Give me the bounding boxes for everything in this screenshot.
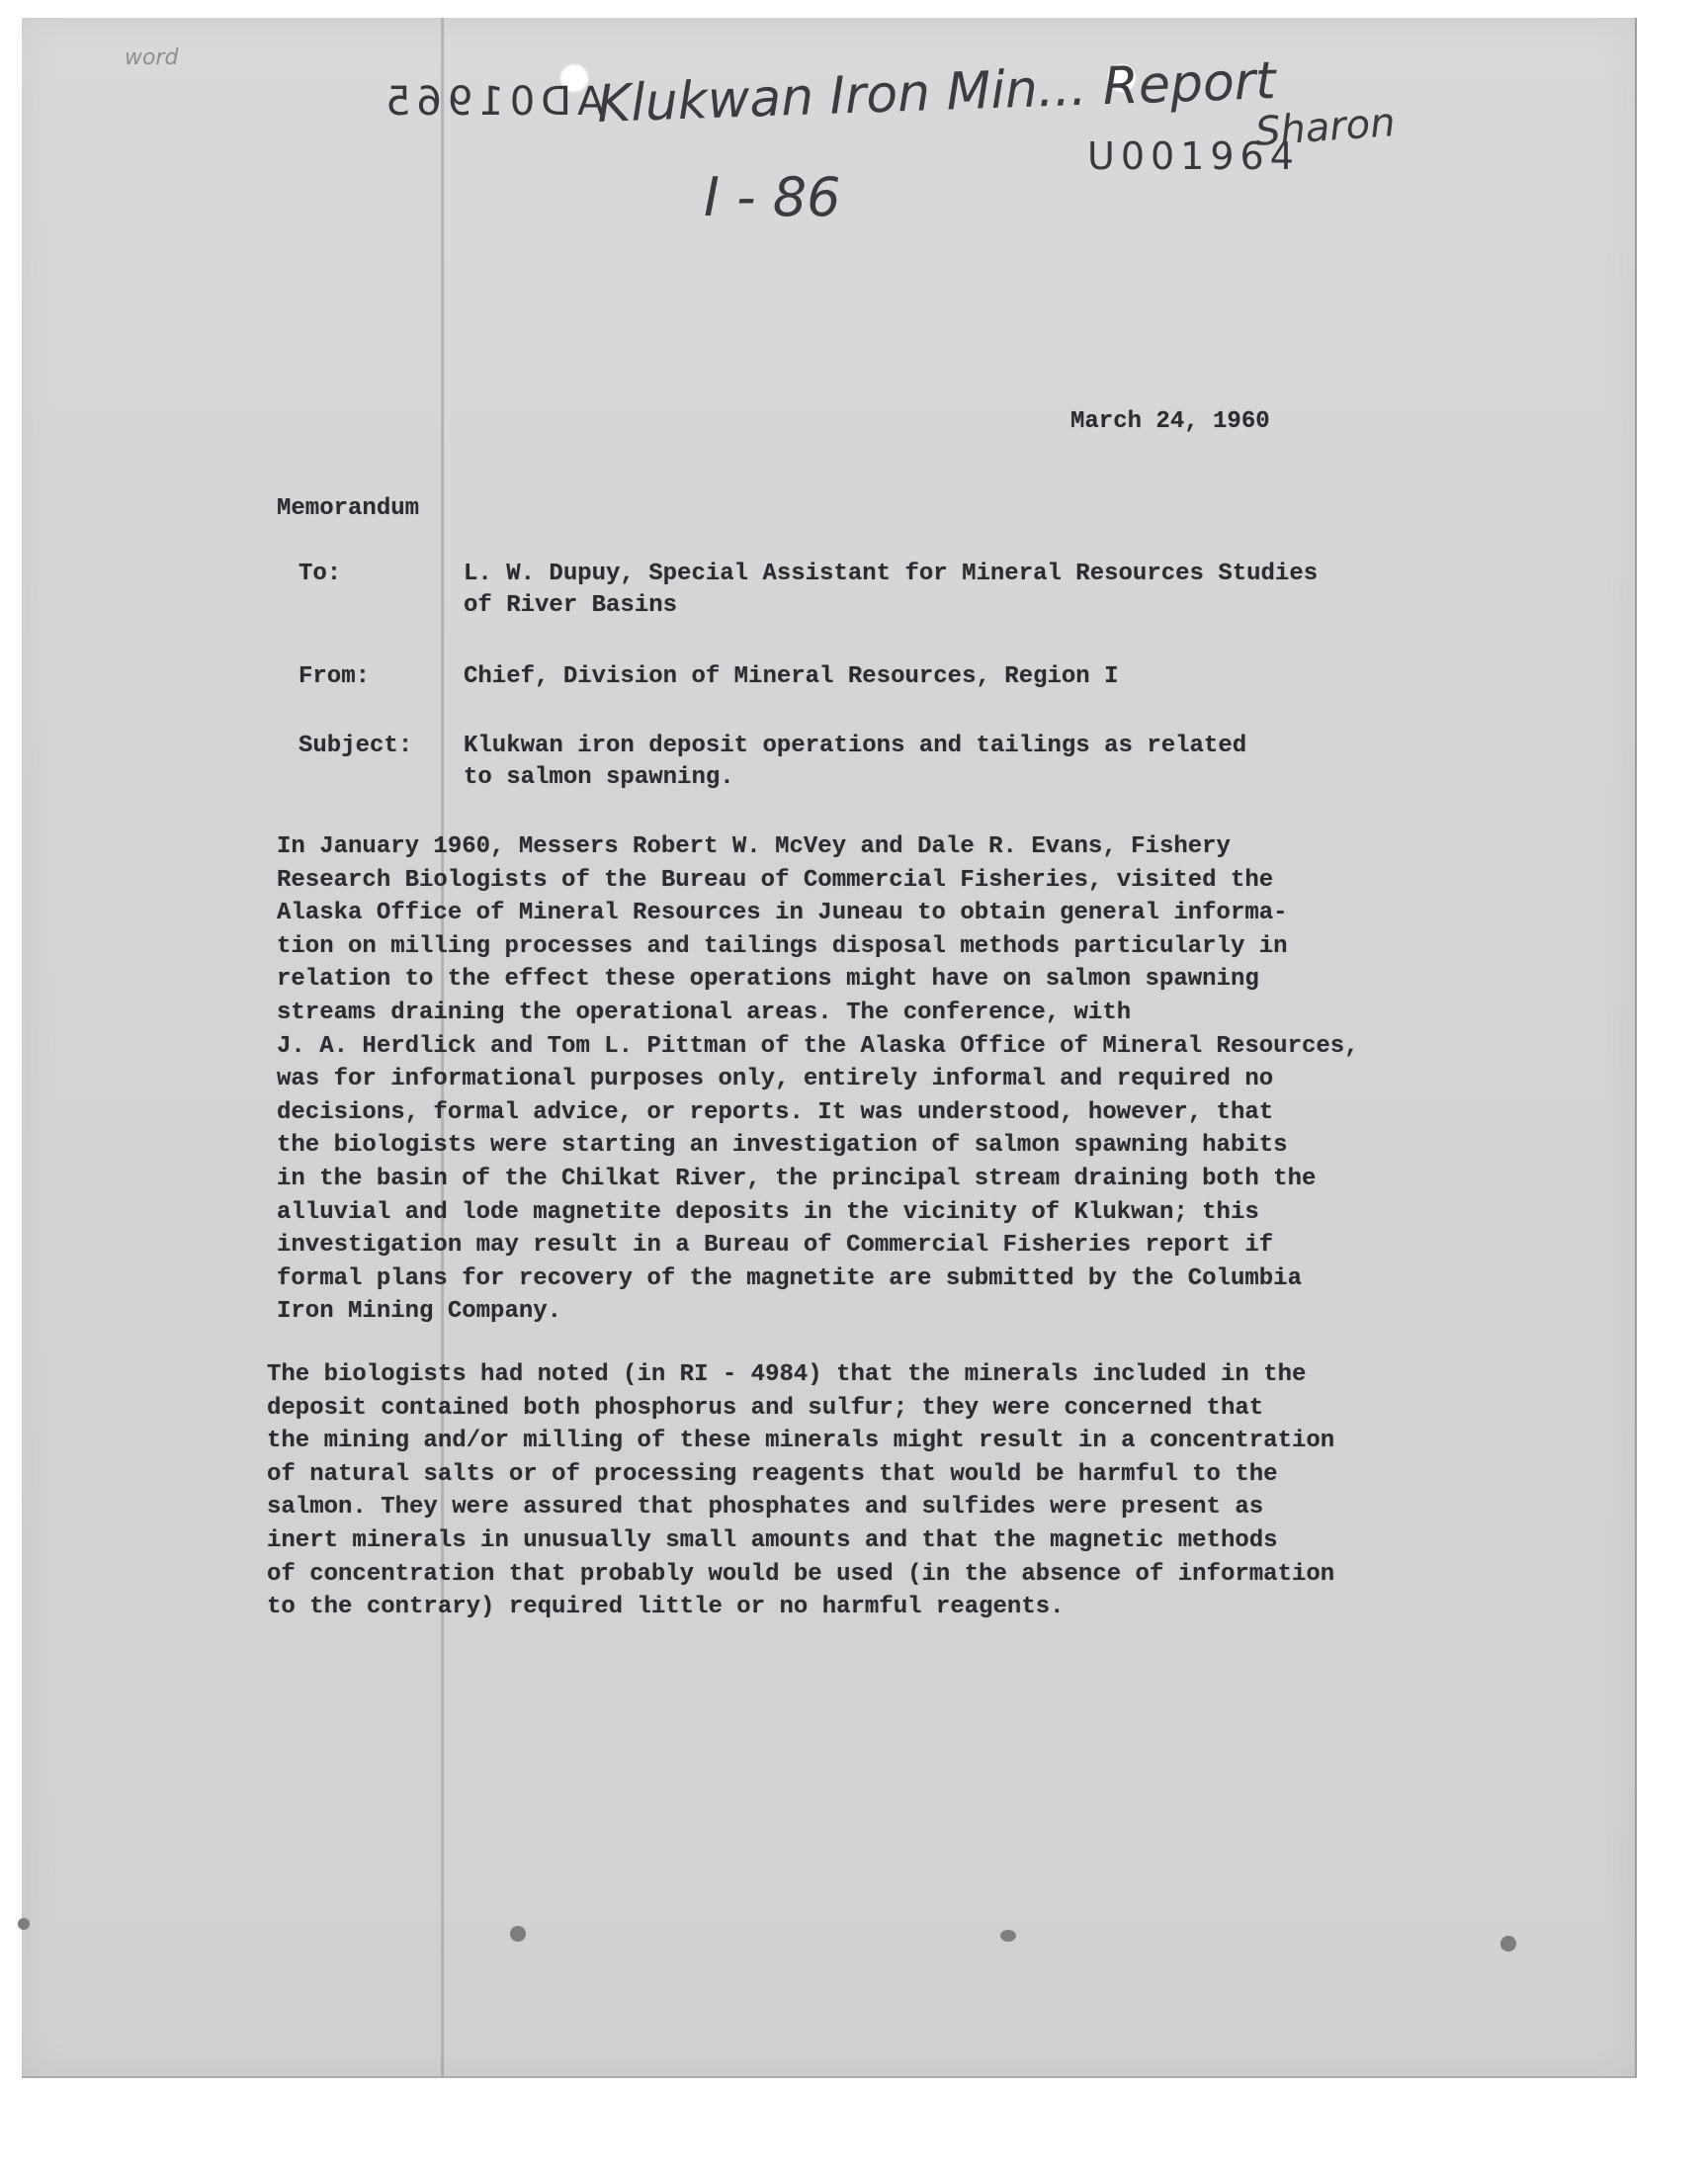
paragraph-line: formal plans for recovery of the magnetite are submitted by the Columbia [277, 1264, 1302, 1292]
binder-hole-mark [510, 1926, 526, 1942]
subject-label: Subject: [299, 733, 413, 759]
paragraph-line: the mining and/or milling of these minerals might result in a concentration [267, 1428, 1335, 1455]
subject-line-2: to salmon spawning. [464, 764, 734, 791]
subject-line-1: Klukwan iron deposit operations and tailings as related [464, 733, 1247, 759]
paragraph-line: In January 1960, Messers Robert W. McVey and Dale R. Evans, Fishery [277, 833, 1231, 860]
binder-hole-mark [18, 1918, 30, 1930]
to-line-1: L. W. Dupuy, Special Assistant for Mineral Resources Studies [464, 561, 1319, 587]
handwritten-code: I - 86 [704, 166, 841, 228]
binder-hole-mark [1000, 1930, 1016, 1942]
from-value: Chief, Division of Mineral Resources, Region I [464, 663, 1119, 690]
to-label: To: [299, 561, 342, 587]
paragraph-line: alluvial and lode magnetite deposits in the vicinity of Klukwan; this [277, 1198, 1259, 1226]
mirrored-stamp: AD01965 [380, 79, 605, 125]
document-page [22, 18, 1637, 2078]
paragraph-line: J. A. Herdlick and Tom L. Pittman of the Alaska Office of Mineral Resources, [277, 1032, 1359, 1060]
paragraph-line: of natural salts or of processing reagents that would be harmful to the [267, 1460, 1278, 1488]
paragraph-line: of concentration that probably would be used (in the absence of information [267, 1560, 1335, 1588]
paragraph-line: to the contrary) required little or no harmful reagents. [267, 1594, 1065, 1621]
paragraph-line: salmon. They were assured that phosphates and sulfides were present as [267, 1494, 1264, 1522]
handwritten-title: Klukwan Iron Min... Report [596, 51, 1277, 134]
paragraph-line: in the basin of the Chilkat River, the principal stream draining both the [277, 1165, 1317, 1192]
handwritten-signature: Sharon [1253, 100, 1397, 155]
binder-hole-mark [1500, 1936, 1516, 1952]
paragraph-line: streams draining the operational areas. The conference, with [277, 999, 1132, 1026]
paragraph-line: was for informational purposes only, entirely informal and required no [277, 1066, 1274, 1093]
paragraph-2 [267, 1358, 1334, 1624]
scribble-mark: word [125, 45, 179, 70]
paragraph-line: Iron Mining Company. [277, 1298, 562, 1326]
paragraph-line: investigation may result in a Bureau of Commercial Fisheries report if [277, 1232, 1274, 1260]
paragraph-line: Alaska Office of Mineral Resources in Juneau to obtain general informa- [277, 900, 1288, 927]
paragraph-line: inert minerals in unusually small amounts and that the magnetic methods [267, 1526, 1278, 1554]
memo-date: March 24, 1960 [1070, 408, 1270, 435]
paragraph-line: the biologists were starting an investigation of salmon spawning habits [277, 1132, 1288, 1160]
paragraph-line: tion on milling processes and tailings disposal methods particularly in [277, 932, 1288, 960]
paragraph-line: Research Biologists of the Bureau of Commercial Fisheries, visited the [277, 866, 1274, 894]
paragraph-line: deposit contained both phosphorus and sulfur; they were concerned that [267, 1394, 1264, 1422]
paragraph-1 [277, 830, 1359, 1329]
paragraph-line: The biologists had noted (in RI - 4984) that the minerals included in the [267, 1361, 1307, 1388]
paragraph-line: decisions, formal advice, or reports. It was understood, however, that [277, 1098, 1274, 1126]
memo-heading: Memorandum [277, 495, 420, 522]
document-number-stamp: U001964 [1087, 134, 1300, 178]
to-line-2: of River Basins [464, 592, 678, 619]
paragraph-line: relation to the effect these operations might have on salmon spawning [277, 966, 1259, 994]
from-label: From: [299, 663, 371, 690]
